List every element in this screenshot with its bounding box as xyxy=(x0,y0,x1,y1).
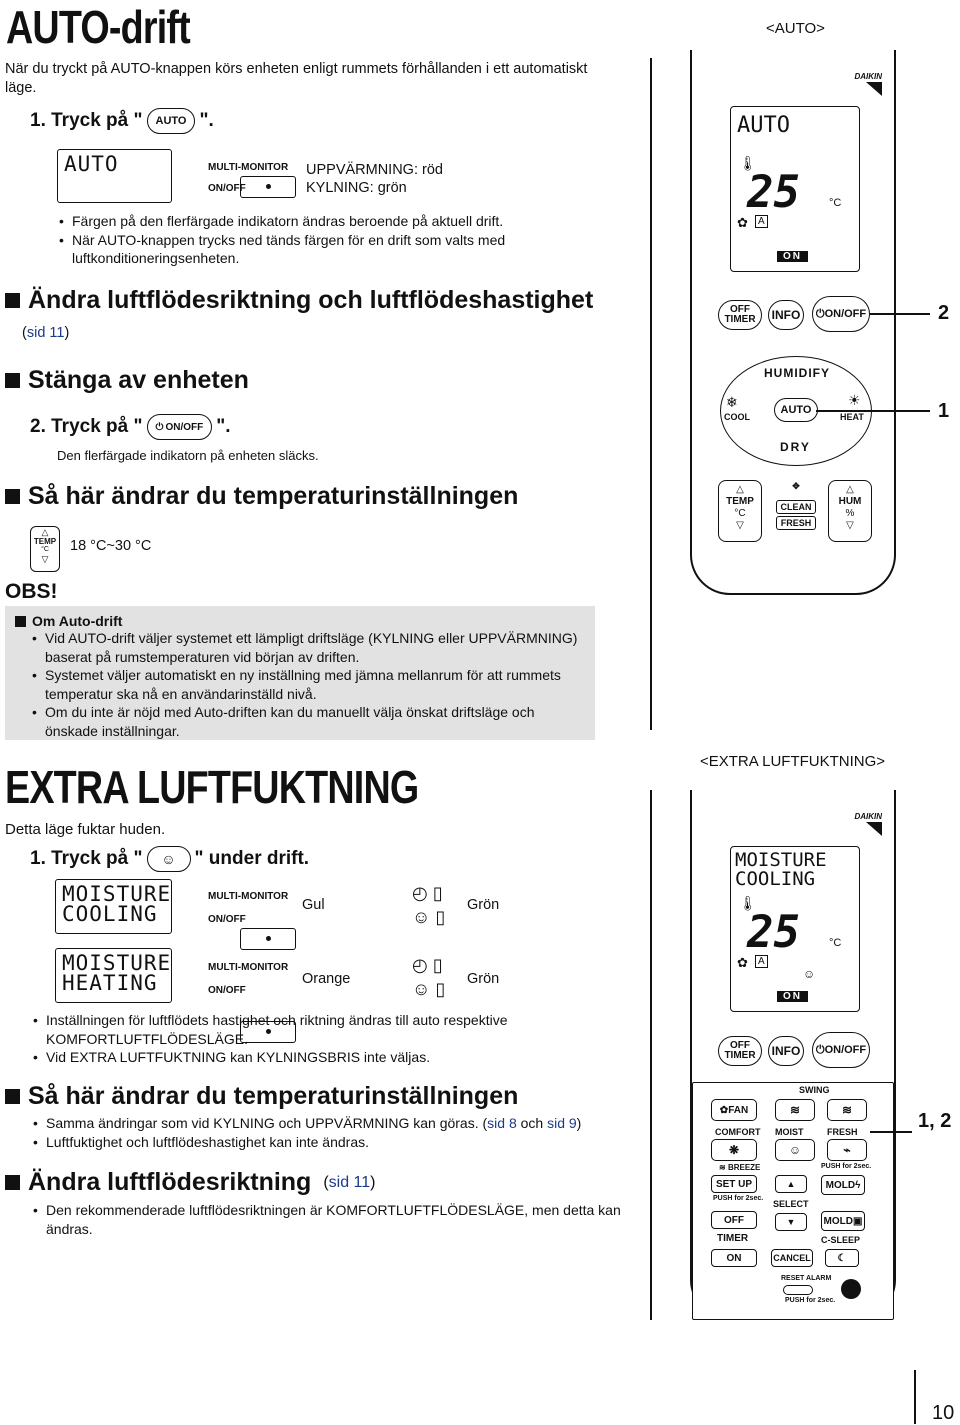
on-off-label: ON/OFF xyxy=(208,914,246,925)
brand-triangle-icon xyxy=(866,822,882,836)
temp-button[interactable]: △ TEMP °C ▽ xyxy=(718,480,762,542)
page-link[interactable]: sid 11 xyxy=(26,325,65,341)
airflow2-bullets xyxy=(32,1201,622,1238)
sleep-icon: ☾ xyxy=(837,1252,847,1264)
off-timer-button[interactable] xyxy=(718,1036,762,1066)
auto-button: AUTO xyxy=(147,108,196,134)
mold-icon: ▣ xyxy=(853,1215,863,1227)
paren: ( xyxy=(323,1173,329,1191)
button-label: MOLD xyxy=(823,1215,853,1227)
heading-text: Ändra luftflödesriktning och luftflödeshastighet xyxy=(28,286,594,314)
temp-unit: °C xyxy=(41,546,49,553)
lcd-unit: °C xyxy=(829,937,842,949)
airflow-ref xyxy=(22,324,69,343)
cool-button[interactable]: COOL xyxy=(724,412,750,422)
brand-logo: DAIKIN xyxy=(854,72,882,81)
fresh-button[interactable] xyxy=(827,1139,867,1161)
lightning-icon: ϟ xyxy=(855,1179,861,1191)
swing-vertical-icon: ≋ xyxy=(789,1103,801,1117)
list-item: • Den rekommenderade luftflödesriktningen är KOMFORTLUFTFLÖDESLÄGE, men detta kan ändras. xyxy=(32,1201,622,1238)
cancel-button[interactable]: CANCEL xyxy=(771,1249,813,1267)
auto-lcd: AUTO xyxy=(57,149,172,203)
callout-line xyxy=(870,1131,912,1133)
dry-button[interactable]: DRY xyxy=(780,440,811,454)
push-label: PUSH for 2sec. xyxy=(821,1163,872,1170)
fan-icon: ✥ xyxy=(792,481,800,491)
extra-tag: <EXTRA LUFTFUKTNING> xyxy=(700,753,886,770)
moist-lamp-icon: ☺ ▯ xyxy=(412,907,446,927)
down-button[interactable] xyxy=(775,1213,807,1231)
fan-icon: ✿ xyxy=(737,955,748,970)
temp-range: 18 °C~30 °C xyxy=(70,538,152,554)
mold-button-2[interactable] xyxy=(821,1211,865,1231)
lcd-mode xyxy=(735,851,827,889)
list-item: • Vid AUTO-drift väljer systemet ett lämpligt driftsläge (KYLNING eller UPPVÄRMNING) baserat på rumstemperaturen vid början av driften. xyxy=(31,629,591,666)
airflow-heading xyxy=(5,286,593,315)
push-label: PUSH for 2sec. xyxy=(785,1297,836,1304)
stop-step xyxy=(30,414,231,440)
square-bullet-icon xyxy=(5,1175,20,1190)
stop-note: Den flerfärgade indikatorn på enheten släcks. xyxy=(57,448,319,463)
callout-1-2: 1, 2 xyxy=(918,1110,952,1132)
up-button[interactable] xyxy=(775,1175,807,1193)
extra-intro: Detta läge fuktar huden. xyxy=(5,821,166,838)
thermometer-icon: 🌡 xyxy=(739,155,757,171)
button-label: ON/OFF xyxy=(824,1044,867,1056)
button-label: % xyxy=(845,508,855,519)
auto-step-1 xyxy=(30,108,214,134)
moist-heat-lcd xyxy=(55,948,172,1003)
temp2-heading xyxy=(5,1082,518,1111)
reset-alarm-button[interactable] xyxy=(783,1285,813,1295)
power-icon: ⏻ xyxy=(815,307,825,320)
on-off-label: ON/OFF xyxy=(208,985,246,996)
csleep-label: C-SLEEP xyxy=(821,1235,861,1245)
lcd-fan-mode: A xyxy=(755,215,768,228)
button-label: CLEAN xyxy=(776,500,816,514)
remote-lower-panel xyxy=(692,1082,894,1320)
timer-label: TIMER xyxy=(717,1233,749,1244)
column-divider xyxy=(650,58,652,730)
page-number: 10 xyxy=(932,1402,955,1424)
comfort-button[interactable] xyxy=(711,1139,757,1161)
auto-intro: När du tryckt på AUTO-knappen körs enheten enligt rummets förhållanden i ett automatiskt läge. xyxy=(5,61,588,96)
step-text: 2. Tryck på " xyxy=(30,416,143,437)
square-bullet-icon xyxy=(15,616,26,627)
heat-button[interactable]: HEAT xyxy=(840,412,864,422)
row2-color1: Orange xyxy=(302,971,351,987)
square-bullet-icon xyxy=(5,1089,20,1104)
button-label: °C xyxy=(734,508,746,519)
remote-screen xyxy=(730,846,860,1012)
temp-button-icon: △ TEMP °C ▽ xyxy=(30,526,60,572)
onoff-button[interactable] xyxy=(812,296,870,332)
obs-label: OBS! xyxy=(5,580,58,603)
remote-screen xyxy=(730,106,860,272)
airflow2-ref xyxy=(323,1174,375,1192)
label-text: BREEZE xyxy=(727,1163,761,1172)
text: ) xyxy=(576,1115,582,1131)
callout-line xyxy=(816,410,930,412)
lcd-on: ON xyxy=(777,991,808,1002)
multi-monitor-label: MULTI-MONITOR xyxy=(208,891,289,902)
humidify-button[interactable]: HUMIDIFY xyxy=(764,366,830,380)
timer-on-button[interactable]: ON xyxy=(711,1249,757,1267)
paren: ) xyxy=(64,325,70,341)
fan-button[interactable] xyxy=(711,1099,757,1121)
column-divider xyxy=(650,790,652,1320)
page-link[interactable]: sid 9 xyxy=(547,1115,577,1131)
clean-fresh-button[interactable] xyxy=(776,480,816,542)
step-text: ". xyxy=(216,416,231,437)
page-number-divider xyxy=(914,1370,916,1424)
reset-alarm-label: RESET ALARM xyxy=(781,1275,832,1282)
list-item xyxy=(32,1114,622,1133)
off-timer-button[interactable] xyxy=(718,300,762,330)
paren: ( xyxy=(22,325,27,341)
moist-face-icon: ☺ xyxy=(803,967,816,981)
moist-cool-lcd xyxy=(55,879,172,934)
lcd-on: ON xyxy=(777,251,808,262)
moist-label: MOIST xyxy=(775,1127,804,1137)
button-label: ON/OFF xyxy=(824,308,867,320)
list-item: • Vid EXTRA LUFTFUKTNING kan KYLNINGSBRIS inte väljas. xyxy=(32,1048,602,1067)
square-bullet-icon xyxy=(5,489,20,504)
lcd-line: HEATING xyxy=(62,971,158,995)
lcd-line: COOLING xyxy=(735,868,816,890)
row1-color2: Grön xyxy=(467,897,500,913)
csleep-button[interactable] xyxy=(825,1249,859,1267)
text: Samma ändringar som vid KYLNING och UPPVÄRMNING kan göras. ( xyxy=(46,1115,488,1131)
triangle-down-icon: ▼ xyxy=(786,1217,796,1227)
swing-label: SWING xyxy=(799,1085,830,1095)
extra-step-1 xyxy=(30,846,309,872)
color-heat: UPPVÄRMNING: röd xyxy=(306,162,443,178)
lcd-line: MOISTURE xyxy=(735,849,827,871)
push-label: PUSH for 2sec. xyxy=(713,1195,764,1202)
multi-monitor-label: MULTI-MONITOR xyxy=(208,962,289,973)
airflow2-heading xyxy=(5,1168,376,1197)
indicator-lamp-icon xyxy=(240,928,296,950)
clock-lamp-icon: ◴ ▯ xyxy=(412,955,443,975)
onoff-button[interactable] xyxy=(812,1032,870,1068)
step-text: " under drift. xyxy=(194,848,310,869)
mold-button-1[interactable] xyxy=(821,1175,865,1195)
text: och xyxy=(516,1115,548,1131)
moist-lamp-icon: ☺ ▯ xyxy=(412,979,446,999)
button-label: FAN xyxy=(728,1104,749,1116)
lcd-fan-mode: A xyxy=(755,955,768,968)
paren: ) xyxy=(370,1173,376,1191)
info-button[interactable]: INFO xyxy=(768,300,804,330)
swing-horizontal-button[interactable] xyxy=(827,1099,867,1121)
callout-2: 2 xyxy=(938,302,950,324)
moist-face-icon: ☺ xyxy=(161,851,176,867)
reset-hole-icon[interactable] xyxy=(841,1279,861,1299)
hum-button[interactable]: △ HUM % ▽ xyxy=(828,480,872,542)
extra-title: EXTRA LUFTFUKTNING xyxy=(5,761,419,813)
info-button[interactable]: INFO xyxy=(768,1036,804,1066)
heading-text: Så här ändrar du temperaturinställningen xyxy=(28,1082,519,1110)
breeze-icon: ≋ xyxy=(719,1163,726,1172)
remote-control-auto xyxy=(690,50,896,595)
button-label: OFF xyxy=(730,304,750,315)
list-item: • Inställningen för luftflödets hastighet och riktning ändras till auto respektive KOMFORTLUFTFLÖDESLÄGE. xyxy=(32,1011,602,1048)
indicator-lamp-icon xyxy=(240,176,296,198)
clock-lamp-icon: ◴ ▯ xyxy=(412,883,443,903)
step-text: 1. Tryck på " xyxy=(30,848,143,869)
onoff-button xyxy=(147,414,213,440)
thermometer-icon: 🌡 xyxy=(739,895,757,911)
fresh-label: FRESH xyxy=(827,1127,858,1137)
auto-button[interactable]: AUTO xyxy=(774,398,818,422)
sun-icon: ☀ xyxy=(848,392,861,408)
button-label: HUM xyxy=(838,496,862,507)
comfort-icon: ❋ xyxy=(728,1143,740,1157)
color-cool: KYLNING: grön xyxy=(306,180,407,196)
moist-button[interactable] xyxy=(775,1139,815,1161)
square-bullet-icon xyxy=(5,293,20,308)
button-label: TIMER xyxy=(724,314,756,325)
button-label: TIMER xyxy=(724,1050,756,1061)
fan-icon: ✿ xyxy=(719,1104,729,1116)
heading-text: Stänga av enheten xyxy=(28,366,249,394)
swing-vertical-button[interactable] xyxy=(775,1099,815,1121)
button-label: OFF xyxy=(730,1040,750,1051)
power-icon: ⏻ xyxy=(815,1043,825,1056)
step-text: 1. Tryck på " xyxy=(30,110,143,131)
list-item: • Om du inte är nöjd med Auto-driften kan du manuellt välja önskat driftsläge och önskade inställningar. xyxy=(31,703,591,740)
stop-heading xyxy=(5,366,249,395)
auto-bullets xyxy=(58,212,598,268)
button-label: FRESH xyxy=(776,516,816,530)
comfort-label: COMFORT xyxy=(715,1127,761,1137)
snowflake-icon: ❄ xyxy=(726,394,738,410)
obs-bullets xyxy=(31,629,591,740)
list-item: • När AUTO-knappen trycks ned tänds färgen för en drift som valts med luftkonditioneringsenheten. xyxy=(58,231,598,268)
page-link[interactable]: sid 8 xyxy=(487,1115,517,1131)
obs-box-title xyxy=(15,613,122,629)
lcd-unit: °C xyxy=(829,197,842,209)
lcd-temp: 25 xyxy=(747,167,800,218)
list-item: • Luftfuktighet och luftflödeshastighet kan inte ändras. xyxy=(32,1133,622,1152)
callout-1: 1 xyxy=(938,400,950,422)
auto-title: AUTO-drift xyxy=(6,1,190,53)
button-label: TEMP xyxy=(726,496,754,507)
obs-box xyxy=(5,606,595,740)
row1-color1: Gul xyxy=(302,897,325,913)
moist-button xyxy=(147,846,191,872)
select-label: SELECT xyxy=(773,1199,809,1209)
lcd-temp: 25 xyxy=(747,907,800,958)
square-bullet-icon xyxy=(5,373,20,388)
callout-line xyxy=(870,313,930,315)
auto-tag: <AUTO> xyxy=(766,20,825,37)
button-label: MOLD xyxy=(825,1179,856,1191)
on-off-label: ON/OFF xyxy=(208,183,246,194)
multi-monitor-label: MULTI-MONITOR xyxy=(208,162,289,173)
temp2-bullets xyxy=(32,1114,622,1151)
brand-triangle-icon xyxy=(866,82,882,96)
temp-heading xyxy=(5,482,518,511)
fresh-icon: ⌁ xyxy=(843,1143,851,1157)
extra-bullets xyxy=(32,1011,602,1067)
list-item: • Systemet väljer automatiskt en ny inställning med jämna mellanrum för att rummets temperatur ska nå en användarinställd nivå. xyxy=(31,666,591,703)
step-text: ". xyxy=(199,110,214,131)
lcd-mode: AUTO xyxy=(737,113,790,138)
lcd-line: MOISTURE xyxy=(62,951,172,975)
button-label: ON/OFF xyxy=(165,421,204,433)
page-link[interactable]: sid 11 xyxy=(328,1173,371,1191)
heading-text: Så här ändrar du temperaturinställningen xyxy=(28,482,519,510)
moist-face-icon: ☺ xyxy=(788,1143,802,1157)
setup-button[interactable]: SET UP xyxy=(711,1175,757,1193)
title-text: Om Auto-drift xyxy=(32,613,123,629)
lcd-line: MOISTURE xyxy=(62,882,172,906)
heading-text: Ändra luftflödesriktning xyxy=(28,1168,312,1196)
swing-horizontal-icon: ≋ xyxy=(841,1103,853,1117)
temp-label: TEMP xyxy=(33,537,57,546)
brand-logo: DAIKIN xyxy=(854,812,882,821)
triangle-up-icon: ▲ xyxy=(786,1179,796,1189)
list-item: • Färgen på den flerfärgade indikatorn ändras beroende på aktuell drift. xyxy=(58,212,598,231)
power-icon: ⏻ xyxy=(155,421,164,433)
breeze-label xyxy=(719,1163,760,1172)
fan-icon: ✿ xyxy=(737,215,748,230)
row2-color2: Grön xyxy=(467,971,500,987)
lcd-line: COOLING xyxy=(62,902,158,926)
timer-off-button[interactable]: OFF xyxy=(711,1211,757,1229)
